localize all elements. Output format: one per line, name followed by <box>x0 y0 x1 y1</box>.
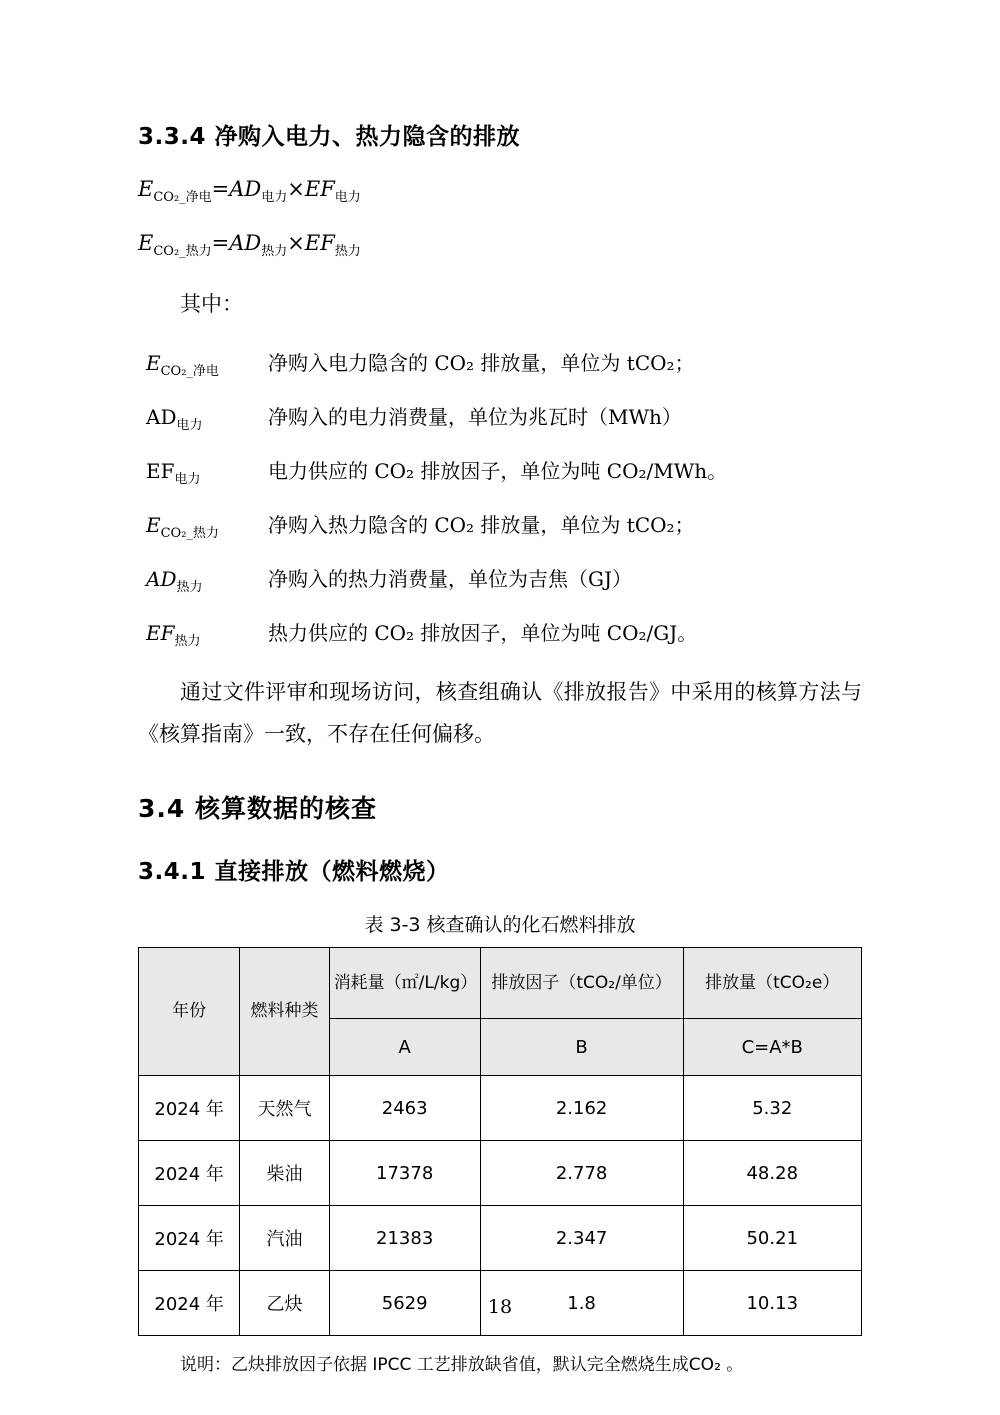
formula-ef-subscript: 电力 <box>334 190 361 206</box>
definition-term-symbol: EF <box>146 621 175 646</box>
definition-list <box>138 347 862 649</box>
definition-row <box>138 509 862 541</box>
definition-description: 电力供应的 CO₂ 排放因子，单位为吨 CO₂/MWh。 <box>268 459 728 484</box>
cell-fuel: 柴油 <box>240 1141 329 1206</box>
definition-description: 净购入的热力消费量，单位为吉焦（GJ） <box>268 567 632 592</box>
table-row <box>139 1076 862 1141</box>
definition-term-subscript: CO₂_热力 <box>160 526 219 542</box>
cell-consumption: 2463 <box>329 1076 480 1141</box>
definition-term <box>138 351 268 379</box>
definition-description: 净购入热力隐含的 CO₂ 排放量，单位为 tCO₂； <box>268 513 695 538</box>
cell-fuel: 天然气 <box>240 1076 329 1141</box>
column-header-emission-factor: 排放因子（tCO₂/单位） <box>480 948 683 1019</box>
definition-term-subscript: 热力 <box>176 580 203 596</box>
cell-consumption: 21383 <box>329 1206 480 1271</box>
page-content <box>138 118 862 1375</box>
definition-term-subscript: 电力 <box>174 472 201 488</box>
formula-heat <box>138 231 862 259</box>
definition-row <box>138 455 862 487</box>
definition-term <box>138 459 268 487</box>
definition-term-symbol: EF <box>146 459 175 484</box>
definition-description: 净购入的电力消费量，单位为兆瓦时（MWh） <box>268 405 682 430</box>
definition-term-symbol: E <box>146 351 161 376</box>
definition-description: 热力供应的 CO₂ 排放因子，单位为吨 CO₂/GJ。 <box>268 621 698 646</box>
formula2-ef-part: ×EF <box>287 231 335 256</box>
heading-3-4: 3.4 核算数据的核查 <box>138 794 377 824</box>
table-note: 说明：乙炔排放因子依据 IPCC 工艺排放缺省值，默认完全燃烧生成CO₂ 。 <box>180 1355 744 1376</box>
where-label: 其中： <box>180 292 243 317</box>
cell-emission-factor: 2.778 <box>480 1141 683 1206</box>
definition-term-symbol: AD <box>146 405 177 430</box>
body-paragraph: 通过文件评审和现场访问，核查组确认《排放报告》中采用的核算方法与《核算指南》一致，不存在任何偏移。 <box>138 680 862 747</box>
cell-emission-factor: 1.8 <box>480 1271 683 1336</box>
cell-emission-factor: 2.347 <box>480 1206 683 1271</box>
table-header <box>139 948 862 1076</box>
formula2-e-symbol: E <box>138 231 154 256</box>
formula-electricity <box>138 177 862 205</box>
column-header-fuel: 燃料种类 <box>240 948 329 1076</box>
formula2-ad-subscript: 热力 <box>261 244 288 260</box>
cell-consumption: 17378 <box>329 1141 480 1206</box>
definition-row <box>138 563 862 595</box>
heading-3-4-1: 3.4.1 直接排放（燃料燃烧） <box>138 859 450 886</box>
formula2-ad-part: =AD <box>211 231 262 256</box>
fuel-emissions-table <box>138 947 862 1336</box>
definition-term <box>138 513 268 541</box>
definition-row <box>138 347 862 379</box>
subheader-emission-code: C=A*B <box>683 1019 862 1076</box>
cell-fuel: 乙炔 <box>240 1271 329 1336</box>
page-number: 18 <box>487 1296 513 1318</box>
table-caption: 表 3-3 核查确认的化石燃料排放 <box>364 914 636 937</box>
definition-term <box>138 567 268 595</box>
definition-term-symbol: AD <box>146 567 177 592</box>
cell-year: 2024 年 <box>139 1076 240 1141</box>
table-header-row <box>139 948 862 1019</box>
formula-ef-part: ×EF <box>287 177 335 201</box>
formula2-e-subscript: CO₂_热力 <box>153 244 212 260</box>
column-header-emission: 排放量（tCO₂e） <box>683 948 862 1019</box>
definition-row <box>138 617 862 649</box>
cell-emission: 48.28 <box>683 1141 862 1206</box>
cell-year: 2024 年 <box>139 1141 240 1206</box>
definition-description: 净购入电力隐含的 CO₂ 排放量，单位为 tCO₂； <box>268 351 695 376</box>
cell-emission: 10.13 <box>683 1271 862 1336</box>
cell-emission: 5.32 <box>683 1076 862 1141</box>
formula-e-symbol: E <box>138 177 154 201</box>
cell-year: 2024 年 <box>139 1271 240 1336</box>
definition-row <box>138 401 862 433</box>
table-row <box>139 1141 862 1206</box>
column-header-consumption: 消耗量（㎡/L/kg） <box>329 948 480 1019</box>
formula-ad-part: =AD <box>211 177 262 201</box>
formula2-ef-subscript: 热力 <box>334 244 361 260</box>
definition-term-subscript: 电力 <box>176 418 203 434</box>
column-header-year: 年份 <box>139 948 240 1076</box>
cell-emission-factor: 2.162 <box>480 1076 683 1141</box>
subheader-ef-code: B <box>480 1019 683 1076</box>
definition-term-subscript: 热力 <box>174 634 201 650</box>
definition-term <box>138 405 268 433</box>
definition-term-symbol: E <box>146 513 161 538</box>
definition-term-subscript: CO₂_净电 <box>160 364 219 380</box>
formula-ad-subscript: 电力 <box>261 190 288 206</box>
cell-emission: 50.21 <box>683 1206 862 1271</box>
table-row <box>139 1206 862 1271</box>
formula-e-subscript: CO₂_净电 <box>153 190 212 206</box>
definition-term <box>138 621 268 649</box>
cell-consumption: 5629 <box>329 1271 480 1336</box>
heading-3-3-4: 3.3.4 净购入电力、热力隐含的排放 <box>138 124 520 150</box>
cell-year: 2024 年 <box>139 1206 240 1271</box>
subheader-consumption-code: A <box>329 1019 480 1076</box>
cell-fuel: 汽油 <box>240 1206 329 1271</box>
